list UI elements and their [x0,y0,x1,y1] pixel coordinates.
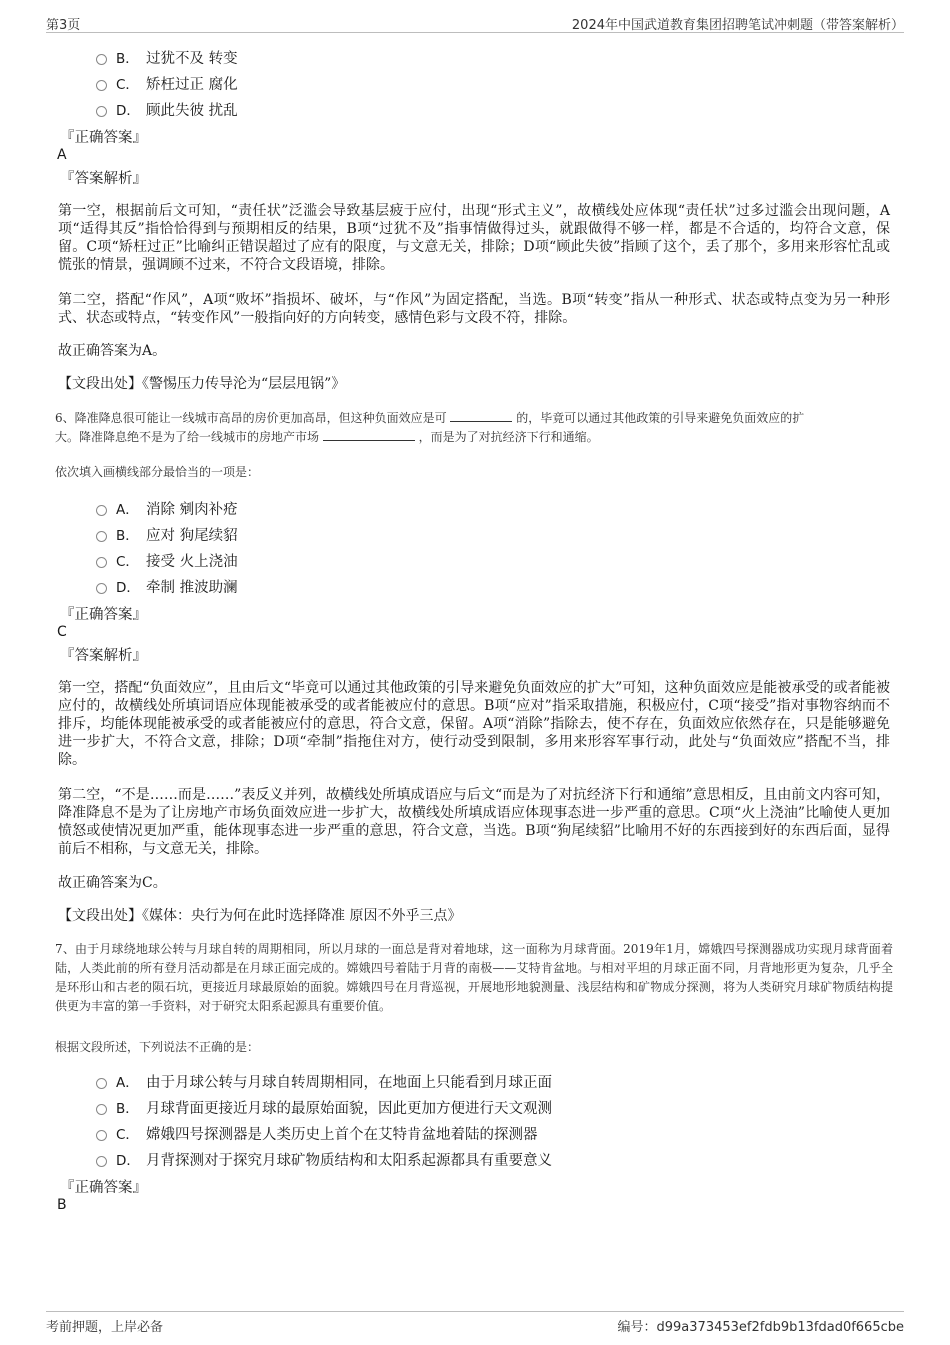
option-text: 消除 剜肉补疮 [146,501,238,518]
radio-icon[interactable] [96,80,107,91]
q5-analysis-2: 第二空，搭配“作风”，A项“败坏”指损坏、破坏，与“作风”为固定搭配，当选。B项“转变”指从一种形式、状态或特点变为另一种形式、状态或特点，“转变作风”一般指向好的方向转变，感情色彩与文段不符，排除。 [58,292,890,326]
page-header [46,12,904,33]
q6-option-c[interactable] [96,549,238,571]
radio-icon[interactable] [96,583,107,594]
option-letter: D． [116,103,140,119]
q5-option-d[interactable] [96,98,238,120]
radio-icon[interactable] [96,557,107,568]
footer-slogan: 考前押题，上岸必备 [46,1320,164,1335]
q6-answer: C [57,624,67,640]
option-text: 月球背面更接近月球的最原始面貌，因此更加方便进行天文观测 [146,1100,552,1117]
fill-blank [323,428,415,441]
radio-icon[interactable] [96,1078,107,1089]
q6-source [58,907,890,925]
q7-option-d[interactable] [96,1148,552,1170]
correct-answer-label: 『正确答案』 [60,130,147,146]
q7-answer: B [57,1197,67,1213]
option-letter: C． [116,554,139,570]
radio-icon[interactable] [96,1104,107,1115]
option-letter: B． [116,1101,139,1117]
q6-option-b[interactable] [96,523,238,545]
document-code: 编号：d99a373453ef2fdb9b13fdad0f665cbe [617,1320,904,1335]
radio-icon[interactable] [96,1156,107,1167]
source-label: 【文段出处】 [58,376,142,392]
q6-stem-part: 大。降准降息绝不是为了给一线城市的房地产市场 [55,430,320,444]
q6-analysis-1: 第一空，搭配“负面效应”，且由后文“毕竟可以通过其他政策的引导来避免负面效应的扩大”可知，这种负面效应是能被承受的或者能被应付的，故横线处所填词语应体现能被承受的或者能被应付的意思。B项“应对”指采取措施，积极应付，C项“接受”指对事物容纳而不排斥，均能体现能被承受的或者能被应付的意思，符合文意，保留。A项“消除”指除去，使不存在，负面效应依然存在，只是能够避免进一步扩大，不符合文意，排除；D项“牵制”指拖住对方，使行动受到限制，多用来形容军事行动，此处与“负面效应”搭配不当，排除。 [58,680,890,768]
option-letter: B． [116,528,139,544]
q5-answer: A [57,147,67,163]
radio-icon[interactable] [96,505,107,516]
q6-prompt: 依次填入画横线部分最恰当的一项是： [55,465,260,479]
q6-stem-part: ，而是为了对抗经济下行和通缩。 [418,430,599,444]
document-title: 2024年中国武道教育集团招聘笔试冲刺题（带答案解析） [571,18,904,33]
q7-option-b[interactable] [96,1096,552,1118]
source-title: 《警惕压力传导沦为“层层甩锅”》 [142,376,346,392]
option-text: 月背探测对于探究月球矿物质结构和太阳系起源都具有重要意义 [146,1152,552,1169]
q7-prompt: 根据文段所述，下列说法不正确的是： [55,1040,260,1054]
option-text: 过犹不及 转变 [146,50,238,67]
correct-answer-label: 『正确答案』 [60,607,147,623]
q5-analysis-3: 故正确答案为A。 [58,343,167,359]
option-letter: C． [116,77,139,93]
q5-option-c[interactable] [96,72,238,94]
radio-icon[interactable] [96,106,107,117]
q6-stem-part: 的，毕竟可以通过其他政策的引导来避免负面效应的扩 [516,411,805,425]
analysis-label: 『答案解析』 [60,648,147,664]
option-text: 由于月球公转与月球自转周期相同，在地面上只能看到月球正面 [146,1074,552,1091]
option-letter: D． [116,1153,140,1169]
option-letter: A． [116,1075,139,1091]
q5-analysis-1: 第一空，根据前后文可知，“责任状”泛滥会导致基层疲于应付，出现“形式主义”，故横线处应体现“责任状”过多过滥会出现问题，A项“适得其反”指恰恰得到与预期相反的结果，B项“过犹不及”指事情做得过头，就跟做得不够一样，都是不合适的，均符合文意，保留。C项“矫枉过正”比喻纠正错误超过了应有的限度，与文意无关，排除；D项“顾此失彼”指顾了这个，丢了那个，多用来形容忙乱或慌张的情景，强调顾不过来，不符合文段语境，排除。 [58,203,890,273]
q6-analysis-3: 故正确答案为C。 [58,875,167,891]
option-letter: C． [116,1127,139,1143]
q7-option-c[interactable] [96,1122,538,1144]
source-label: 【文段出处】 [58,908,142,924]
q5-source [58,375,890,393]
q6-option-a[interactable] [96,497,238,519]
correct-answer-label: 『正确答案』 [60,1180,147,1196]
q6-analysis-2: 第二空，“不是……而是……”表反义并列，故横线处所填成语应与后文“而是为了对抗经济下行和通缩”意思相反，且由前文内容可知，降准降息不是为了让房地产市场负面效应进一步扩大，故横线处所填成语应体现事态进一步严重的意思。C项“火上浇油”比喻使人更加愤怒或使情况更加严重，能体现事态进一步严重的意思，符合文意，当选。B项“狗尾续貂”比喻用不好的东西接到好的东西后面，显得前后不相称，与文意无关，排除。 [58,787,890,857]
option-text: 牵制 推波助澜 [146,579,238,596]
q7-option-a[interactable] [96,1070,552,1092]
option-text: 矫枉过正 腐化 [146,76,238,93]
analysis-label: 『答案解析』 [60,171,147,187]
option-text: 顾此失彼 扰乱 [146,102,238,119]
fill-blank [450,409,512,422]
q5-option-b[interactable] [96,46,238,68]
source-title: 《媒体：央行为何在此时选择降准 原因不外乎三点》 [142,908,462,924]
option-text: 应对 狗尾续貂 [146,527,238,544]
q6-stem [55,409,893,447]
option-text: 接受 火上浇油 [146,553,238,570]
q6-stem-part: 6、降准降息很可能让一线城市高昂的房价更加高昂，但这种负面效应是可 [55,411,447,425]
q6-option-d[interactable] [96,575,238,597]
radio-icon[interactable] [96,531,107,542]
radio-icon[interactable] [96,1130,107,1141]
option-letter: D． [116,580,140,596]
q7-stem: 7、由于月球绕地球公转与月球自转的周期相同，所以月球的一面总是背对着地球，这一面称为月球背面。2019年1月，嫦娥四号探测器成功实现月球背面着陆，人类此前的所有登月活动都是在月球正面完成的。嫦娥四号着陆于月背的南极——艾特肯盆地。与相对平坦的月球正面不同，月背地形更为复杂，几乎全是环形山和古老的陨石坑，更接近月球最原始的面貌。嫦娥四号在月背巡视，开展地形地貌测量、浅层结构和矿物成分探测，将为人类研究月球矿物质结构提供更为丰富的第一手资料，对于研究太阳系起源具有重要价值。 [55,942,893,1013]
option-text: 嫦娥四号探测器是人类历史上首个在艾特肯盆地着陆的探测器 [146,1126,538,1143]
page-footer [46,1311,904,1336]
option-letter: A． [116,502,139,518]
page-number: 第3页 [46,18,81,33]
radio-icon[interactable] [96,54,107,65]
option-letter: B． [116,51,139,67]
